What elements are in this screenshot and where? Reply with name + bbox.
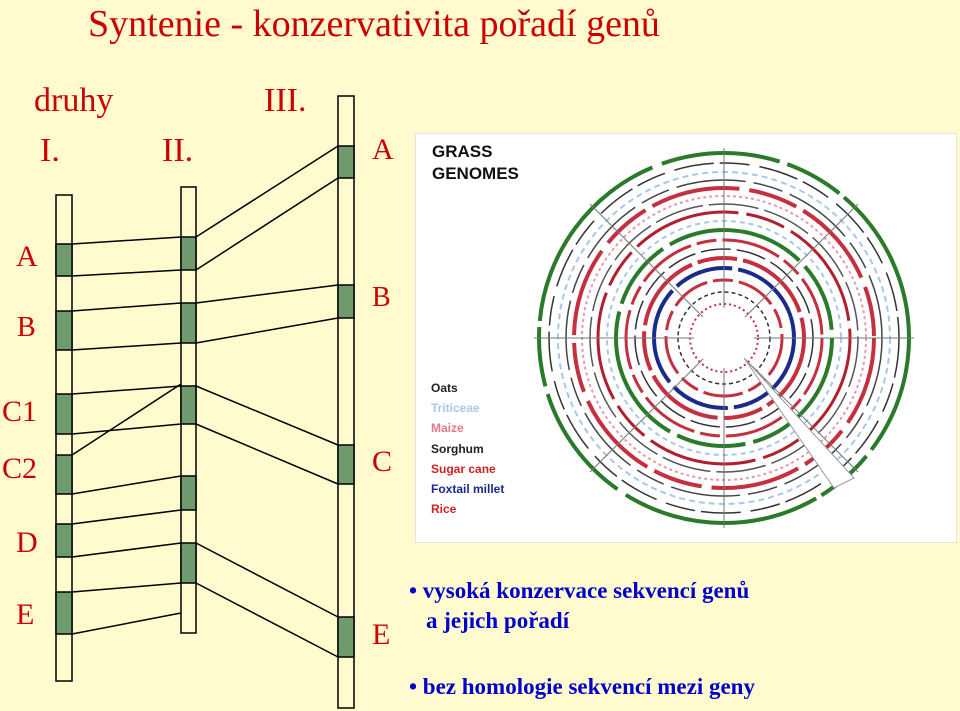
- block-2c2: [181, 476, 196, 510]
- block-2d: [181, 543, 196, 583]
- block-1b: [56, 311, 72, 350]
- block-3c: [338, 445, 354, 484]
- legend-triticeae: Triticeae: [431, 401, 480, 416]
- legend-foxtail-millet: Foxtail millet: [431, 482, 505, 497]
- block-3a: [338, 146, 354, 178]
- block-1e: [56, 592, 72, 634]
- legend-rice: Rice: [431, 502, 457, 517]
- block-2b: [181, 303, 196, 343]
- block-2c1: [181, 386, 196, 424]
- legend-sorghum: Sorghum: [431, 441, 484, 456]
- left-label-b: B: [17, 312, 36, 343]
- legend-maize: Maize: [431, 421, 464, 436]
- legend-oats: Oats: [431, 381, 458, 395]
- legend-sugar-cane: Sugar cane: [431, 461, 496, 476]
- connector-lines: [72, 146, 338, 657]
- species-label: druhy: [34, 82, 114, 119]
- chromosome-1: [56, 195, 72, 681]
- grass-legend: [431, 378, 504, 519]
- block-3e: [338, 617, 354, 657]
- column-label-1: I.: [40, 132, 60, 169]
- left-label-c2: C2: [2, 452, 38, 485]
- chromosome-2: [181, 187, 196, 633]
- grass-genomes-figure: [415, 133, 957, 543]
- block-1c1: [56, 394, 72, 434]
- column-label-3: III.: [264, 82, 307, 119]
- block-1d: [56, 524, 72, 557]
- block-3b: [338, 285, 354, 318]
- bullet-1-line-1: • vysoká konzervace sekvencí genů: [409, 578, 750, 603]
- page-title: Syntenie - konzervativita pořadí genů: [88, 3, 660, 45]
- left-label-e: E: [16, 598, 35, 631]
- right-label-e: E: [372, 618, 391, 651]
- bullet-2: • bez homologie sekvencí mezi geny: [409, 674, 755, 699]
- right-label-a: A: [372, 133, 394, 166]
- block-1a: [56, 244, 72, 276]
- left-label-c1: C1: [2, 395, 38, 428]
- right-label-c: C: [372, 445, 393, 478]
- left-label-a: A: [16, 240, 38, 273]
- right-label-b: B: [372, 282, 391, 313]
- bullet-1-line-2: a jejich pořadí: [426, 608, 570, 633]
- block-2a: [181, 237, 196, 270]
- block-1c2: [56, 455, 72, 494]
- left-label-d: D: [16, 526, 38, 559]
- chromosome-3: [338, 96, 354, 708]
- grass-genomes-title: GRASS GENOMES: [432, 142, 519, 183]
- column-label-2: II.: [162, 132, 194, 169]
